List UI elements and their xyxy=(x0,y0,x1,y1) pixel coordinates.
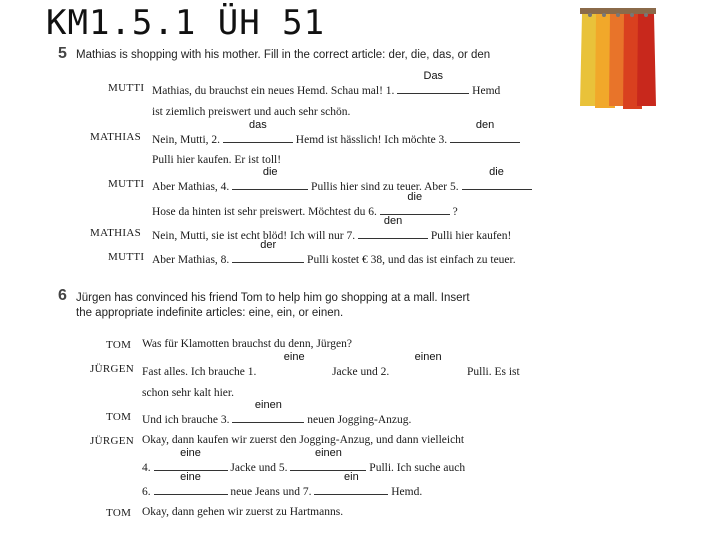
dialogue-line: Was für Klamotten brauchst du denn, Jürgen? xyxy=(142,338,352,350)
answer-text: einen xyxy=(414,351,442,363)
line-text: Hemd. xyxy=(391,486,423,498)
dialogue-line xyxy=(152,70,501,97)
answer-blank[interactable] xyxy=(358,215,428,239)
dialogue-line xyxy=(142,471,423,498)
speaker-label: MUTTI xyxy=(108,251,145,263)
speaker-label: TOM xyxy=(106,339,132,351)
page-title: KM1.5.1 ÜH 51 xyxy=(46,3,326,43)
dialogue-line: schon sehr kalt hier. xyxy=(142,387,234,399)
answer-text: die xyxy=(262,166,278,178)
answer-blank[interactable] xyxy=(450,119,520,143)
exercise-6-number: 6 xyxy=(58,287,67,304)
answer-text: ein xyxy=(344,471,359,483)
sweater-darkred-icon xyxy=(637,14,656,106)
line-text: neue Jeans und 7. xyxy=(230,486,312,498)
line-text: Pulli hier kaufen! xyxy=(430,230,512,242)
answer-blank[interactable] xyxy=(154,447,228,471)
line-text: Nein, Mutti, sie ist echt blöd! Ich will nur 7. xyxy=(152,230,356,242)
answer-blank[interactable] xyxy=(462,166,532,190)
line-text: Hose da hinten ist sehr preiswert. Möchtest du 6. xyxy=(152,206,377,218)
answer-blank[interactable] xyxy=(232,399,304,423)
line-text: 4. xyxy=(142,462,151,474)
line-text: Mathias, du brauchst ein neues Hemd. Schau mal! 1. xyxy=(152,85,395,97)
line-text: neuen Jogging-Anzug. xyxy=(307,414,412,426)
line-text: Aber Mathias, 4. xyxy=(152,181,230,193)
answer-blank[interactable] xyxy=(397,70,469,94)
exercise-5-instruction: Mathias is shopping with his mother. Fill in the correct article: der, die, das, or den xyxy=(76,49,491,61)
answer-text: die xyxy=(407,191,423,203)
answer-text: den xyxy=(383,215,403,227)
line-text: 6. xyxy=(142,486,151,498)
speaker-label: MUTTI xyxy=(108,178,145,190)
exercise-5-number: 5 xyxy=(58,45,67,62)
line-text: Pulli. Ich suche auch xyxy=(369,462,466,474)
speaker-label: JÜRGEN xyxy=(90,435,134,447)
speaker-label: MUTTI xyxy=(108,82,145,94)
answer-text: eine xyxy=(283,351,305,363)
answer-text: Das xyxy=(423,70,444,82)
answer-blank[interactable] xyxy=(314,471,388,495)
answer-blank[interactable] xyxy=(290,447,366,471)
exercise-6-instruction: Jürgen has convinced his friend Tom to help him go shopping at a mall. Insert xyxy=(76,292,470,304)
dialogue-line: Pulli hier kaufen. Er ist toll! xyxy=(152,154,282,166)
dialogue-line: Okay, dann gehen wir zuerst zu Hartmanns. xyxy=(142,506,344,518)
answer-blank[interactable] xyxy=(392,351,464,375)
dialogue-line xyxy=(152,119,520,146)
exercise-6-instruction: the appropriate indefinite articles: eine, ein, or einen. xyxy=(76,307,344,319)
dialogue-line xyxy=(142,399,412,426)
dialogue-line xyxy=(152,239,516,266)
dialogue-line: ist ziemlich preiswert und auch sehr schön. xyxy=(152,106,351,118)
line-text: ? xyxy=(452,206,458,218)
answer-blank[interactable] xyxy=(232,166,308,190)
line-text: Pulli. Es ist xyxy=(467,366,520,378)
line-text: Hemd ist hässlich! Ich möchte 3. xyxy=(295,134,448,146)
answer-text: das xyxy=(249,119,267,131)
line-text: Fast alles. Ich brauche 1. xyxy=(142,366,257,378)
line-text: Und ich brauche 3. xyxy=(142,414,230,426)
answer-text: eine xyxy=(180,471,201,483)
line-text: Aber Mathias, 8. xyxy=(152,254,230,266)
answer-text: einen xyxy=(254,399,282,411)
speaker-label: MATHIAS xyxy=(90,227,141,239)
line-text: Pullis hier sind zu teuer. Aber 5. xyxy=(311,181,459,193)
dialogue-line xyxy=(152,215,512,242)
dialogue-line xyxy=(142,351,520,378)
answer-text: den xyxy=(475,119,495,131)
answer-blank[interactable] xyxy=(232,239,304,263)
line-text: Hemd xyxy=(472,85,501,97)
speaker-label: MATHIAS xyxy=(90,131,141,143)
speaker-label: JÜRGEN xyxy=(90,363,134,375)
dialogue-line: Okay, dann kaufen wir zuerst den Jogging-Anzug, und dann vielleicht xyxy=(142,434,465,446)
speaker-label: TOM xyxy=(106,507,132,519)
speaker-label: TOM xyxy=(106,411,132,423)
line-text: Nein, Mutti, 2. xyxy=(152,134,221,146)
answer-blank[interactable] xyxy=(259,351,329,375)
line-text: Jacke und 5. xyxy=(230,462,288,474)
answer-text: die xyxy=(489,166,504,178)
dialogue-line xyxy=(152,166,532,193)
answer-blank[interactable] xyxy=(154,471,228,495)
line-text: Jacke und 2. xyxy=(332,366,390,378)
line-text: Pulli kostet € 38, und das ist einfach zu teuer. xyxy=(307,254,516,266)
answer-text: der xyxy=(260,239,277,251)
answer-blank[interactable] xyxy=(223,119,293,143)
answer-text: eine xyxy=(180,447,201,459)
clothes-rack-photo xyxy=(576,6,660,112)
answer-blank[interactable] xyxy=(380,191,450,215)
answer-text: einen xyxy=(314,447,342,459)
